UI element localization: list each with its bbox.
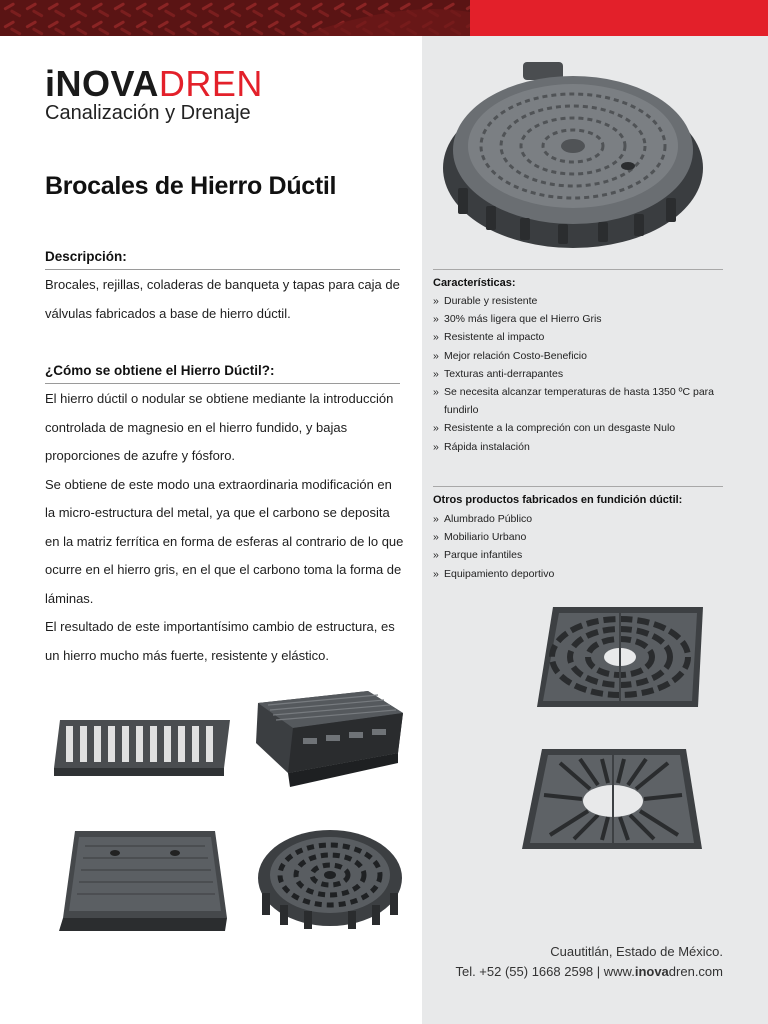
description-text xyxy=(45,271,405,328)
tread-pattern-graphic xyxy=(0,0,470,36)
brand-logo xyxy=(45,63,263,104)
other-products-rule xyxy=(433,486,723,487)
list-item: » Alumbrado Público xyxy=(433,510,723,528)
footer-location: Cuautitlán, Estado de México. xyxy=(550,944,723,959)
footer-phone: Tel. +52 (55) 1668 2598 | www. xyxy=(455,964,635,979)
list-item: » Resistente al impacto xyxy=(433,328,723,346)
features-list xyxy=(433,292,723,456)
round-grate-image xyxy=(250,823,410,938)
brand-tagline: Canalización y Drenaje xyxy=(45,102,251,124)
features-heading: Características: xyxy=(433,277,516,289)
list-item: » Durable y resistente xyxy=(433,292,723,310)
description-heading: Descripción: xyxy=(45,249,127,264)
list-item: » Resistente a la compreción con un desgaste Nulo xyxy=(433,419,723,437)
top-banner xyxy=(0,0,768,36)
bar-grate-image xyxy=(52,712,232,782)
footer-web-bold: inova xyxy=(634,964,669,979)
logo-dren: DREN xyxy=(158,63,263,104)
list-item: » Rápida instalación xyxy=(433,438,723,456)
description-paragraph: Brocales, rejillas, coladeras de banqueta y tapas para caja de válvulas fabricados a base de hierro dúctil. xyxy=(45,277,400,321)
list-item: » Parque infantiles xyxy=(433,546,723,564)
footer-contact xyxy=(455,964,723,979)
how-paragraph-1: El hierro dúctil o nodular se obtiene mediante la introducción controlada de magnesio en el hierro fundido, y bajas proporciones de azufre y fósforo. xyxy=(45,391,394,463)
other-products-heading: Otros productos fabricados en fundición dúctil: xyxy=(433,494,683,506)
tree-grate-round-image xyxy=(533,605,708,715)
manhole-cover-image xyxy=(438,58,708,258)
tree-grate-square-image xyxy=(520,745,705,855)
how-heading: ¿Cómo se obtiene el Hierro Dúctil?: xyxy=(45,363,275,378)
square-cover-image xyxy=(55,823,230,938)
list-item: » 30% más ligera que el Hierro Gris xyxy=(433,310,723,328)
diamond-plate-pattern xyxy=(0,0,470,36)
how-text xyxy=(45,385,405,670)
description-rule xyxy=(45,269,400,270)
list-item: » Mobiliario Urbano xyxy=(433,528,723,546)
list-item: » Equipamiento deportivo xyxy=(433,565,723,583)
how-paragraph-3: El resultado de este importantísimo cambio de estructura, es un hierro mucho más fuerte, resistente y elástico. xyxy=(45,619,395,663)
footer-web-rest: dren.com xyxy=(668,964,723,979)
how-rule xyxy=(45,383,400,384)
features-rule xyxy=(433,269,723,270)
curb-inlet-image xyxy=(248,683,408,798)
how-paragraph-2: Se obtiene de este modo una extraordinaria modificación en la micro-estructura del metal, ya que el carbono se deposita en la matriz ferrítica en forma de esferas al contrario de lo que ocurre en el hierro gris, en el que el carbono toma la forma de láminas. xyxy=(45,476,404,606)
list-item: » Mejor relación Costo-Beneficio xyxy=(433,347,723,365)
logo-inova: iNOVA xyxy=(45,63,159,104)
page-title: Brocales de Hierro Dúctil xyxy=(45,172,337,200)
list-item: » Texturas anti-derrapantes xyxy=(433,365,723,383)
other-products-list xyxy=(433,510,723,583)
red-accent-bar xyxy=(470,0,768,36)
list-item: » Se necesita alcanzar temperaturas de hasta 1350 ºC para fundirlo xyxy=(433,383,723,419)
